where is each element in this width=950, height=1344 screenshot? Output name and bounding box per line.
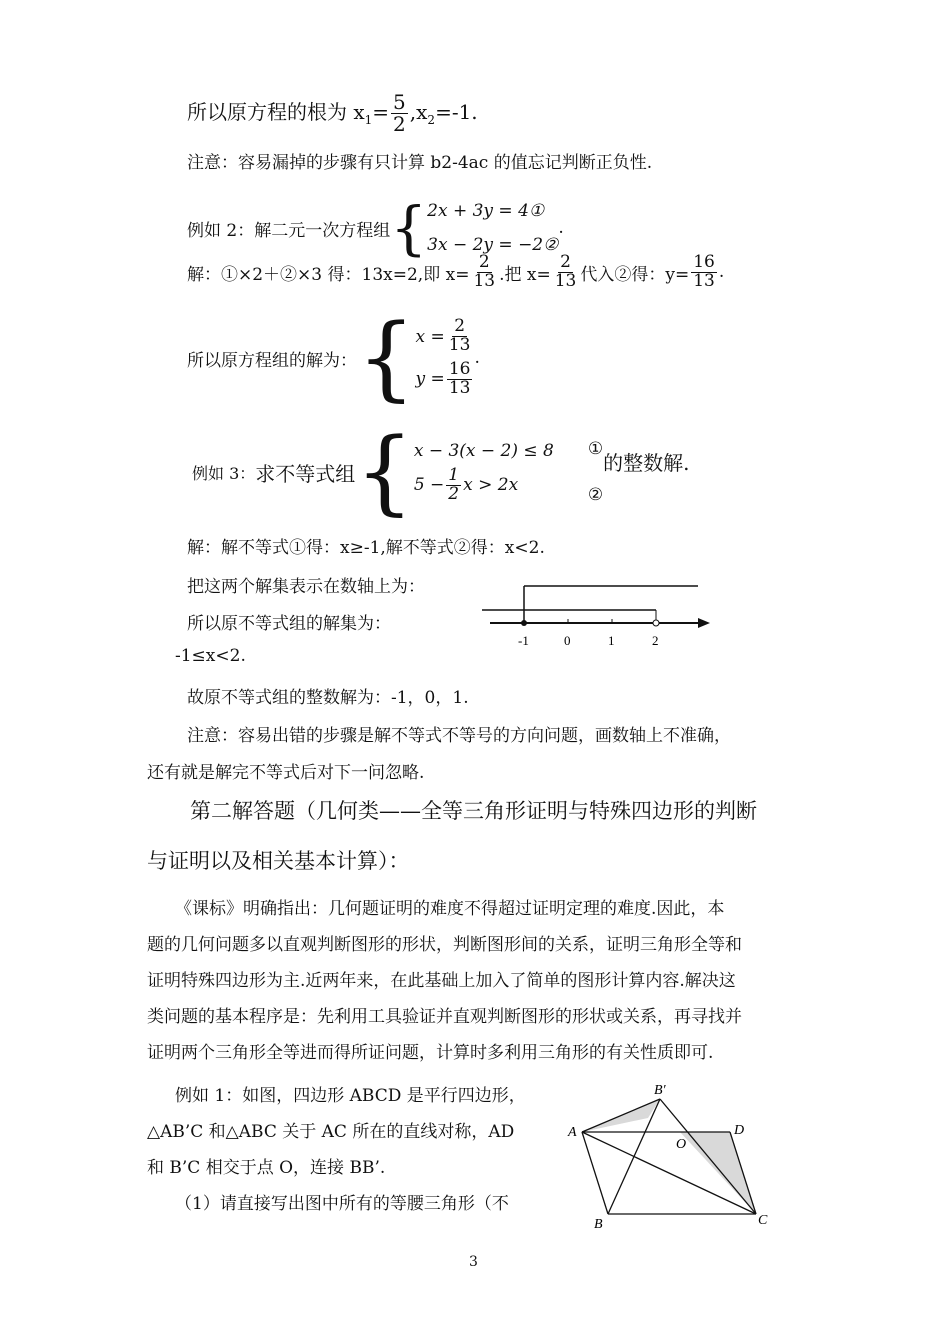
left-brace: {: [355, 418, 414, 525]
note-3-line-1: 注意：容易出错的步骤是解不等式不等号的方向问题，画数轴上不准确，: [187, 726, 731, 746]
fraction: $\frac{2}{13}$: [473, 252, 496, 291]
inequality-marks: ① ②: [587, 439, 604, 505]
inequality-system: x − 3(x − 2) ≤ 8 5 − $\frac{1}{2}$ x > 2x: [413, 440, 554, 504]
body-line: 题的几何问题多以直观判断图形的形状，判断图形间的关系，证明三角形全等和: [147, 935, 742, 955]
body-paragraph: [147, 891, 807, 1071]
body-line: 《课标》明确指出：几何题证明的难度不得超过证明定理的难度.因此，本: [175, 899, 725, 919]
fraction: $\frac{16}{13}$: [693, 252, 715, 291]
label-B: B: [594, 1217, 603, 1232]
example-2: 例如 2：解二元一次方程组 { 2x + 3y = 4① 3x − 2y = −2② .: [187, 194, 564, 262]
geo-line: 例如 1：如图，四边形 ABCD 是平行四边形，: [175, 1086, 526, 1106]
solution-3-line-3: 所以原不等式组的解集为：: [187, 614, 391, 634]
fraction: $\frac{2}{13}$: [554, 252, 577, 291]
axis-arrow: [698, 618, 710, 628]
number-line-diagram: [478, 575, 718, 655]
solution-3-line-4: -1≤x<2.: [175, 646, 246, 666]
geo-line: △AB’C 和△ABC 关于 AC 所在的直线对称，AD: [147, 1122, 515, 1142]
geo-line: 和 B’C 相交于点 O，连接 BB’.: [147, 1158, 386, 1178]
tick-label: 2: [652, 633, 659, 648]
shaded-region-right: [680, 1132, 756, 1214]
left-brace: {: [390, 194, 428, 262]
fraction: $\frac{16}{13}$: [448, 359, 471, 398]
solution-3-line-2: 把这两个解集表示在数轴上为：: [187, 577, 425, 597]
label-C: C: [758, 1213, 768, 1228]
example-3: 例如 3： 求不等式组 { x − 3(x − 2) ≤ 8 5 − $\frac{1}{2}$ x > 2x ① ② 的整数解.: [192, 418, 690, 525]
left-brace: {: [357, 304, 416, 411]
solution-2: 解：①×2＋②×3 得：13x=2,即 x= $\frac{2}{13}$ .把 x= $\frac{2}{13}$ 代入②得：y= $\frac{16}{13}$ .: [187, 252, 725, 291]
section-heading-line-1: 第二解答题（几何类——全等三角形证明与特殊四边形的判断: [190, 799, 757, 823]
solution-2-result: 所以原方程组的解为： { x = $\frac{2}{13}$ y = $\frac{16}{13}$ .: [187, 304, 480, 411]
fraction: $\frac{1}{2}$: [448, 464, 460, 504]
note-1: 注意：容易漏掉的步骤有只计算 b2-4ac 的值忘记判断正负性.: [187, 153, 653, 173]
fraction: $\frac{2}{13}$: [448, 316, 471, 356]
open-point: [653, 620, 659, 626]
segment-B-prime-C: [660, 1099, 756, 1214]
body-line: 证明两个三角形全等进而得所证问题，计算时多利用三角形的有关性质即可.: [147, 1043, 714, 1063]
solution-3-line-5: 故原不等式组的整数解为：-1，0，1.: [187, 688, 469, 708]
label-A: A: [568, 1125, 577, 1140]
solution-system: x = $\frac{2}{13}$ y = $\frac{16}{13}$: [415, 316, 471, 398]
equation-system: 2x + 3y = 4① 3x − 2y = −2②: [427, 201, 559, 255]
note-3-line-2: 还有就是解完不等式后对下一问忽略.: [147, 763, 425, 783]
fraction: $\frac{5}{2}$: [393, 90, 406, 136]
page-number: 3: [469, 1254, 478, 1270]
label-B-prime: B′: [654, 1083, 666, 1098]
tick-label: 1: [608, 633, 615, 648]
body-line: 证明特殊四边形为主.近两年来，在此基础上加入了简单的图形计算内容.解决这: [147, 971, 736, 991]
filled-point: [521, 620, 527, 626]
body-line: 类问题的基本程序是：先利用工具验证并直观判断图形的形状或关系，再寻找并: [147, 1007, 742, 1027]
geometry-example: [147, 1078, 567, 1222]
label-D: D: [734, 1123, 745, 1138]
line-roots: 所以原方程的根为 $x_1=$ $\frac{5}{2}$ $,x_2=-1$.: [187, 90, 478, 136]
tick-label: -1: [518, 633, 529, 648]
solution-3-line-1: 解：解不等式①得：x≥-1,解不等式②得：x<2.: [187, 538, 545, 558]
segment-AB: [582, 1132, 608, 1214]
label-O: O: [676, 1137, 687, 1152]
tick-label: 0: [564, 633, 571, 648]
section-heading-line-2: 与证明以及相关基本计算）：: [147, 849, 410, 873]
parallelogram-figure: [560, 1078, 780, 1238]
geo-line: （1）请直接写出图中所有的等腰三角形（不: [175, 1194, 509, 1214]
